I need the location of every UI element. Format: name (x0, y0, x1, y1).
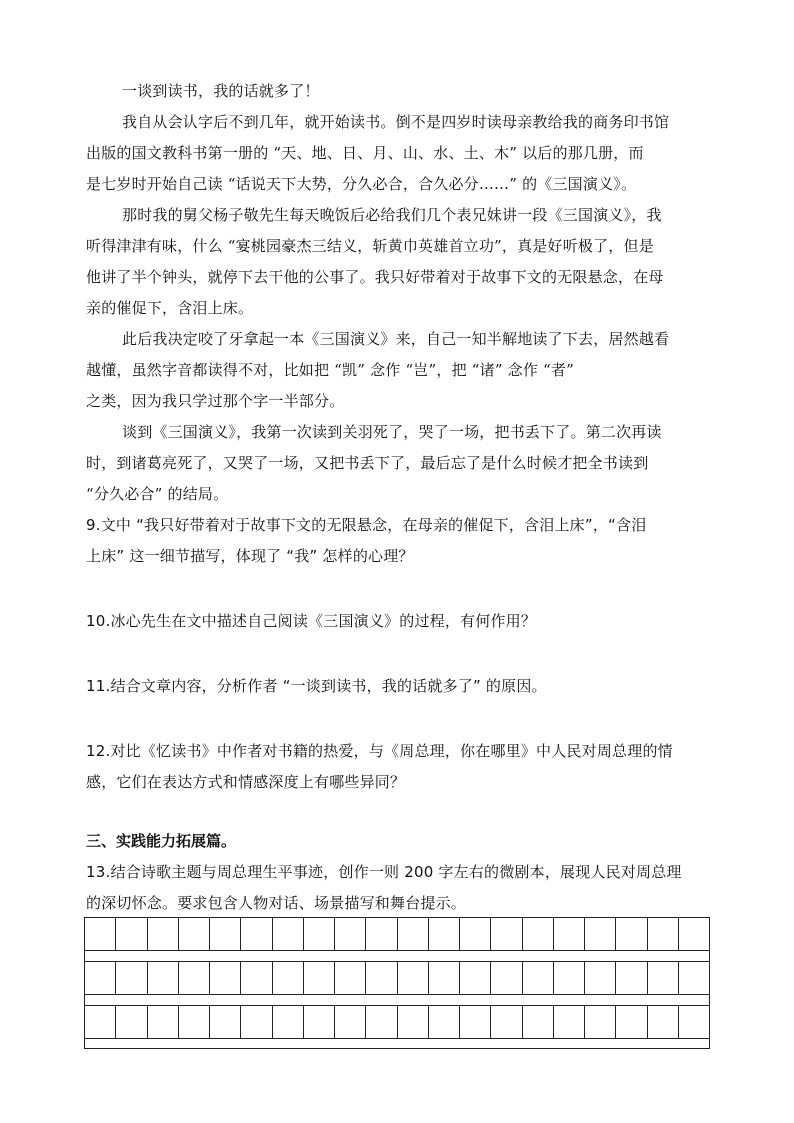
passage-line: 那时我的舅父杨子敬先生每天晚饭后必给我们几个表兄妹讲一段《三国演义》，我 (122, 206, 662, 224)
grid-cell[interactable] (85, 962, 116, 994)
grid-cell[interactable] (273, 918, 304, 950)
grid-cell[interactable] (304, 962, 335, 994)
document-page (86, 76, 710, 919)
answer-space (86, 572, 710, 606)
section-heading: 三、实践能力拓展篇。 (86, 832, 237, 850)
grid-cell[interactable] (523, 962, 554, 994)
grid-cell[interactable] (304, 918, 335, 950)
grid-cell[interactable] (523, 1006, 554, 1038)
grid-cell[interactable] (116, 962, 147, 994)
grid-cell[interactable] (148, 962, 179, 994)
grid-cell[interactable] (679, 1006, 709, 1038)
grid-cell[interactable] (398, 962, 429, 994)
passage-line: 我自从会认字后不到几年，就开始读书。倒不是四岁时读母亲教给我的商务印书馆 (122, 113, 670, 131)
grid-cell[interactable] (366, 918, 397, 950)
grid-cell[interactable] (616, 1006, 647, 1038)
grid-cell[interactable] (523, 918, 554, 950)
grid-cell[interactable] (335, 1006, 366, 1038)
passage-line: 听得津津有味，什么 “宴桃园豪杰三结义，斩黄巾英雄首立功”，真是好听极了，但是 (86, 237, 654, 255)
passage-line: 谈到《三国演义》，我第一次读到关羽死了，哭了一场，把书丢下了。第二次再读 (122, 423, 662, 441)
grid-cell[interactable] (179, 918, 210, 950)
question-12: 12.对比《忆读书》中作者对书籍的热爱，与《周总理，你在哪里》中人民对周总理的情 (86, 742, 673, 760)
grid-cell[interactable] (210, 962, 241, 994)
writing-grid[interactable] (84, 917, 710, 1049)
grid-cell[interactable] (554, 918, 585, 950)
answer-space (86, 637, 710, 671)
grid-row-gap (84, 995, 710, 1005)
grid-cell[interactable] (429, 918, 460, 950)
grid-row (84, 961, 710, 995)
grid-cell[interactable] (491, 962, 522, 994)
grid-cell[interactable] (273, 1006, 304, 1038)
grid-cell[interactable] (585, 918, 616, 950)
grid-cell[interactable] (679, 918, 709, 950)
grid-row (84, 917, 710, 951)
passage-line: 亲的催促下，含泪上床。 (86, 299, 254, 317)
grid-cell[interactable] (335, 962, 366, 994)
grid-row (84, 1005, 710, 1039)
grid-cell[interactable] (85, 918, 116, 950)
question-10: 10.冰心先生在文中描述自己阅读《三国演义》的过程，有何作用？ (86, 612, 537, 630)
grid-cell[interactable] (148, 918, 179, 950)
question-9-cont: 上床” 这一细节描写，体现了 “我” 怎样的心理？ (86, 547, 414, 565)
grid-cell[interactable] (179, 962, 210, 994)
grid-cell[interactable] (648, 962, 679, 994)
grid-cell[interactable] (460, 1006, 491, 1038)
passage-line: 他讲了半个钟头，就停下去干他的公事了。我只好带着对于故事下文的无限悬念，在母 (86, 268, 664, 286)
grid-cell[interactable] (179, 1006, 210, 1038)
grid-cell[interactable] (210, 918, 241, 950)
grid-cell[interactable] (366, 962, 397, 994)
grid-cell[interactable] (366, 1006, 397, 1038)
passage-line: 之类，因为我只学过那个字一半部分。 (86, 392, 345, 410)
grid-cell[interactable] (398, 918, 429, 950)
passage-line: 越懂，虽然字音都读得不对，比如把 “凯” 念作 “岂”，把 “诸” 念作 “者” (86, 361, 574, 379)
grid-row-gap (84, 951, 710, 961)
grid-cell[interactable] (460, 918, 491, 950)
grid-cell[interactable] (616, 962, 647, 994)
grid-cell[interactable] (585, 1006, 616, 1038)
grid-cell[interactable] (554, 962, 585, 994)
grid-cell[interactable] (241, 1006, 272, 1038)
answer-space (86, 798, 710, 826)
grid-cell[interactable] (679, 962, 709, 994)
passage-line: 一谈到读书，我的话就多了！ (122, 82, 320, 100)
grid-cell[interactable] (648, 918, 679, 950)
question-13-cont: 的深切怀念。要求包含人物对话、场景描写和舞台提示。 (86, 894, 467, 912)
passage-line: 是七岁时开始自己读 “话说天下大势，分久必合，合久必分……” 的《三国演义》。 (86, 175, 637, 193)
grid-cell[interactable] (429, 962, 460, 994)
grid-cell[interactable] (616, 918, 647, 950)
grid-row-gap (84, 1039, 710, 1049)
grid-cell[interactable] (460, 962, 491, 994)
grid-cell[interactable] (648, 1006, 679, 1038)
grid-cell[interactable] (554, 1006, 585, 1038)
grid-cell[interactable] (210, 1006, 241, 1038)
passage-line: 出版的国文教科书第一册的 “天、地、日、月、山、水、土、木” 以后的那几册，而 (86, 144, 644, 162)
question-9: 9.文中 “我只好带着对于故事下文的无限悬念，在母亲的催促下，含泪上床”，“含泪 (86, 516, 647, 534)
grid-cell[interactable] (241, 962, 272, 994)
passage-line: 时，到诸葛亮死了，又哭了一场，又把书丢下了，最后忘了是什么时候才把全书读到 (86, 454, 649, 472)
grid-cell[interactable] (116, 1006, 147, 1038)
grid-cell[interactable] (335, 918, 366, 950)
grid-cell[interactable] (85, 1006, 116, 1038)
question-13: 13.结合诗歌主题与周总理生平事迹，创作一则 200 字左右的微剧本，展现人民对周总理 (86, 863, 682, 881)
grid-cell[interactable] (585, 962, 616, 994)
grid-cell[interactable] (491, 918, 522, 950)
question-11: 11.结合文章内容，分析作者 “一谈到读书，我的话就多了” 的原因。 (86, 677, 547, 695)
answer-space (86, 702, 710, 736)
grid-cell[interactable] (304, 1006, 335, 1038)
passage-line: 此后我决定咬了牙拿起一本《三国演义》来，自己一知半解地读了下去，居然越看 (122, 330, 670, 348)
grid-cell[interactable] (273, 962, 304, 994)
grid-cell[interactable] (148, 1006, 179, 1038)
grid-cell[interactable] (429, 1006, 460, 1038)
grid-cell[interactable] (491, 1006, 522, 1038)
grid-cell[interactable] (241, 918, 272, 950)
grid-cell[interactable] (398, 1006, 429, 1038)
question-12-cont: 感，它们在表达方式和情感深度上有哪些异同？ (86, 773, 406, 791)
passage-line: “分久必合” 的结局。 (86, 485, 229, 503)
grid-cell[interactable] (116, 918, 147, 950)
